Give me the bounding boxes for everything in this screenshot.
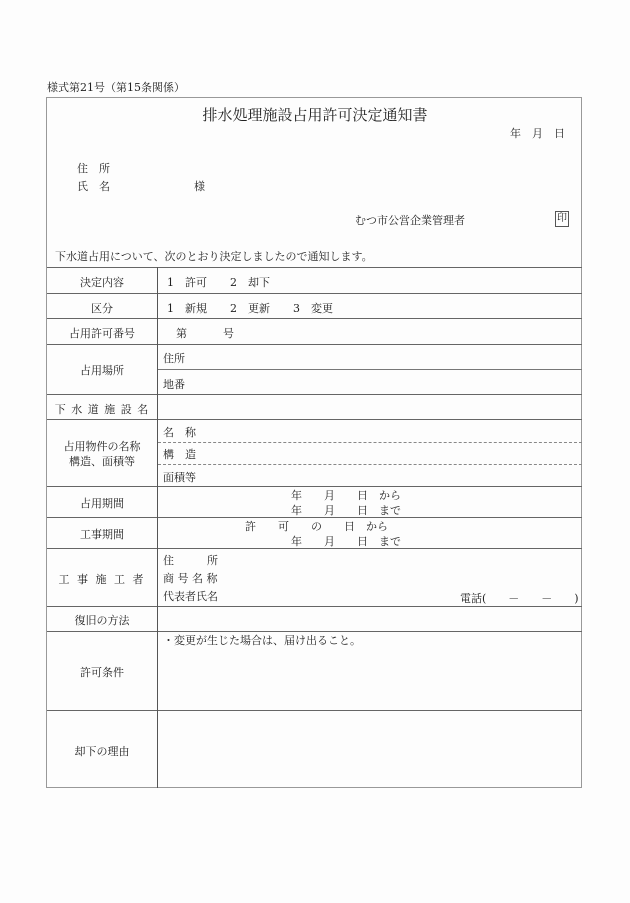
object-structure: 構 造: [163, 448, 196, 461]
object-area: 面積等: [163, 471, 196, 484]
object-label-line2: 構造、面積等: [69, 455, 135, 468]
location-lot: 地番: [163, 378, 185, 391]
contractor-company: 商 号 名 称: [163, 572, 218, 585]
category-label: 区分: [91, 302, 113, 315]
divider: [47, 293, 582, 294]
construction-period-label: 工事期間: [80, 528, 124, 541]
permit-number-suffix: 号: [223, 327, 234, 340]
recipient-name-label: 氏 名: [77, 180, 110, 193]
facility-label: 下 水 道 施 設 名: [54, 403, 150, 416]
contractor-phone: 電話( － － ): [460, 592, 579, 605]
issue-date: 年 月 日: [510, 127, 565, 140]
decision-option-permit: 1 許可: [167, 276, 207, 289]
contractor-representative: 代表者氏名: [163, 590, 218, 603]
divider: [47, 344, 582, 345]
recipient-honorific: 様: [194, 180, 205, 193]
restoration-label: 復旧の方法: [74, 614, 130, 627]
occupancy-period-from: 年 月 日 から: [291, 489, 401, 502]
conditions-label: 許可条件: [80, 666, 124, 679]
dashed-divider: [158, 464, 582, 465]
category-option-change: 3 変更: [293, 302, 333, 315]
permit-number-prefix: 第: [176, 327, 187, 340]
notice-form: [46, 97, 582, 788]
divider: [47, 710, 582, 711]
construction-period-from: 許 可 の 日 から: [245, 520, 388, 533]
occupancy-period-label: 占用期間: [80, 497, 124, 510]
permit-number-label: 占用許可番号: [69, 327, 135, 340]
divider: [47, 606, 582, 607]
category-option-new: 1 新規: [167, 302, 207, 315]
occupancy-period-to: 年 月 日 まで: [291, 504, 401, 517]
rejection-reason-label: 却下の理由: [74, 745, 130, 758]
issuer-title: むつ市公営企業管理者: [355, 214, 465, 227]
dashed-divider: [158, 442, 582, 443]
divider: [47, 394, 582, 395]
recipient-address-label: 住 所: [77, 162, 110, 175]
location-address: 住所: [163, 352, 185, 365]
divider: [47, 419, 582, 420]
intro-text: 下水道占用について、次のとおり決定しましたので通知します。: [55, 250, 373, 263]
object-label-line1: 占用物件の名称: [63, 440, 141, 453]
divider: [47, 267, 582, 268]
conditions-text: ・変更が生じた場合は、届け出ること。: [163, 634, 361, 647]
seal-mark: 印: [555, 211, 569, 227]
decision-label: 決定内容: [80, 276, 124, 289]
form-number: 様式第21号（第15条関係）: [47, 81, 185, 94]
column-divider: [157, 267, 158, 788]
object-name: 名 称: [163, 426, 196, 439]
divider: [158, 369, 582, 370]
contractor-address: 住 所: [163, 554, 218, 567]
category-option-renew: 2 更新: [230, 302, 270, 315]
divider: [47, 318, 582, 319]
location-label: 占用場所: [80, 364, 124, 377]
document-title: 排水処理施設占用許可決定通知書: [202, 106, 428, 124]
construction-period-to: 年 月 日 まで: [291, 535, 401, 548]
contractor-label: 工 事 施 工 者: [58, 573, 146, 586]
decision-option-reject: 2 却下: [230, 276, 270, 289]
